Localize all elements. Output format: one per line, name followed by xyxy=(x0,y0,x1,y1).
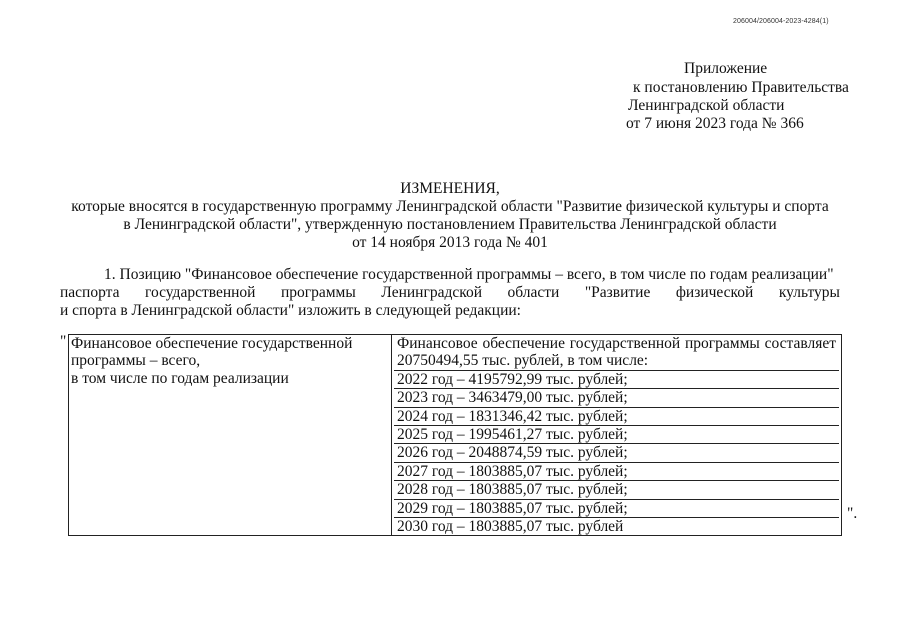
paragraph-word: физической xyxy=(675,284,754,301)
year-financing-row: 2022 год – 4195792,99 тыс. рублей; xyxy=(394,370,839,388)
financing-table xyxy=(68,334,842,536)
total-financing-line-2: 20750494,55 тыс. рублей, в том числе: xyxy=(397,352,649,370)
document-subtitle-line-3: от 14 ноября 2013 года № 401 xyxy=(352,234,548,251)
paragraph-word: области xyxy=(507,284,560,301)
year-financing-row: 2024 год – 1831346,42 тыс. рублей; xyxy=(394,407,839,425)
total-financing-row xyxy=(394,335,839,370)
document-subtitle-line-2: в Ленинградской области", утвержденную постановлением Правительства Ленинградской области xyxy=(123,216,777,233)
appendix-label: Приложение xyxy=(684,60,768,77)
paragraph-word: паспорта xyxy=(60,284,120,301)
paragraph-line-2 xyxy=(60,283,840,302)
paragraph-word: культуры xyxy=(778,284,840,301)
year-financing-row: 2023 год – 3463479,00 тыс. рублей; xyxy=(394,388,839,406)
year-financing-row: 2026 год – 2048874,59 тыс. рублей; xyxy=(394,443,839,461)
paragraph-word: государственной xyxy=(145,284,256,301)
paragraph-line-1: 1. Позицию "Финансовое обеспечение государственной программы – всего, в том числе по годам реализации" xyxy=(104,266,834,283)
total-financing-line-1 xyxy=(397,335,836,352)
appendix-date-number: от 7 июня 2023 года № 366 xyxy=(626,115,804,132)
year-financing-row: 2029 год – 1803885,07 тыс. рублей; xyxy=(394,499,839,517)
paragraph-word: Ленинградской xyxy=(381,284,483,301)
year-financing-row: 2025 год – 1995461,27 тыс. рублей; xyxy=(394,425,839,443)
position-name-line: программы – всего, xyxy=(71,352,201,370)
appendix-region: Ленинградской области xyxy=(628,97,785,114)
total-word: государственной xyxy=(569,335,681,352)
paragraph-line-3: и спорта в Ленинградской области" изложить в следующей редакции: xyxy=(60,302,521,319)
opening-quote: " xyxy=(60,333,67,350)
paragraph-word: "Развитие xyxy=(584,284,651,301)
appendix-decree-ref: к постановлению Правительства xyxy=(633,79,849,96)
position-name-line: Финансовое обеспечение государственной xyxy=(71,335,353,352)
document-registration-code: 206004/206004-2023-4284(1) xyxy=(733,18,829,25)
year-financing-row: 2027 год – 1803885,07 тыс. рублей; xyxy=(394,462,839,480)
total-word: обеспечение xyxy=(482,335,565,352)
document-heading: ИЗМЕНЕНИЯ, xyxy=(400,180,500,197)
total-word: Финансовое xyxy=(397,335,478,352)
total-word: программы xyxy=(685,335,760,352)
table-row xyxy=(69,335,842,536)
closing-quote: ". xyxy=(847,505,858,522)
total-word: составляет xyxy=(764,335,836,352)
financing-values-cell xyxy=(392,335,842,536)
year-financing-row: 2028 год – 1803885,07 тыс. рублей; xyxy=(394,480,839,498)
position-name-line: в том числе по годам реализации xyxy=(71,369,289,387)
year-financing-row: 2030 год – 1803885,07 тыс. рублей xyxy=(394,517,839,535)
paragraph-word: программы xyxy=(280,284,356,301)
document-subtitle-line-1: которые вносятся в государственную программу Ленинградской области "Развитие физической культуры и спорта xyxy=(71,198,829,215)
position-name-cell xyxy=(69,335,392,536)
